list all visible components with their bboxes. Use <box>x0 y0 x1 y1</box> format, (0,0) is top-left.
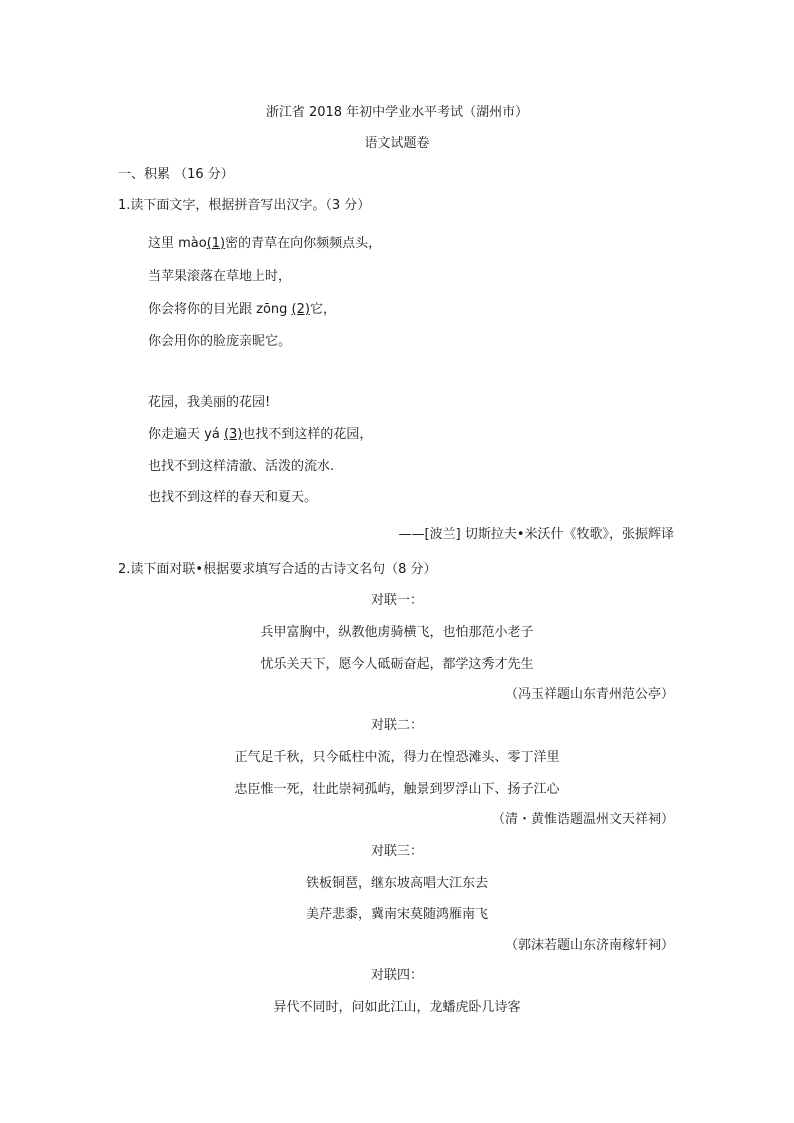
poem-line-2: 当苹果滚落在草地上时， <box>148 269 292 284</box>
couplet-2-label: 对联二： <box>370 718 423 733</box>
couplet-4-line-1: 异代不同时，问如此江山，龙蟠虎卧几诗客 <box>273 1000 521 1015</box>
poem-line-6 <box>148 426 372 444</box>
couplet-2-line-1: 正气足千秋，只今砥柱中流，得力在惶恐滩头、零丁洋里 <box>234 750 560 765</box>
blank-3: (3) <box>223 427 243 442</box>
couplet-1-line-2: 忧乐关天下，愿今人砥砺奋起，都学这秀才先生 <box>260 657 534 672</box>
poem-line-3 <box>148 301 336 319</box>
poem-line-4: 你会用你的脸庞亲昵它。 <box>148 334 292 349</box>
couplet-3-source: （郭沫若题山东济南稼轩祠） <box>504 938 674 953</box>
couplet-3-line-2: 美芹悲黍，冀南宋莫随鸿雁南飞 <box>305 907 488 922</box>
couplet-1-line-1: 兵甲富胸中，纵教他虏骑横飞，也怕那范小老子 <box>260 625 534 640</box>
poem-line-5: 花园，我美丽的花园! <box>148 395 271 410</box>
poem-line-1-pre: 这里 mào <box>148 236 207 251</box>
couplet-1-source: （冯玉祥题山东青州范公亭） <box>504 687 674 702</box>
couplet-3-label: 对联三： <box>370 844 423 859</box>
couplet-4-label: 对联四： <box>370 968 423 983</box>
poem-line-7: 也找不到这样清澈、活泼的流水. <box>148 459 335 474</box>
poem-attribution: ——[波兰] 切斯拉夫•米沃什《牧歌》，张振辉译 <box>398 527 674 542</box>
poem-line-3-pre: 你会将你的目光跟 zōng <box>148 302 292 317</box>
exam-subtitle: 语文试题卷 <box>364 136 430 151</box>
blank-1: (1) <box>206 236 226 251</box>
couplet-2-source: （清・黄惟诰题温州文天祥祠） <box>491 812 674 827</box>
couplet-2-line-2: 忠臣惟一死，壮此崇祠孤屿，触景到罗浮山下、扬子江心 <box>234 782 560 797</box>
poem-line-6-post: 也找不到这样的花园， <box>242 427 373 442</box>
poem-line-3-post: 它， <box>309 302 336 317</box>
question-2-prompt: 2.读下面对联•根据要求填写合适的古诗文名句（8 分） <box>118 562 437 577</box>
poem-line-8: 也找不到这样的春天和夏天。 <box>148 490 318 505</box>
poem-line-6-pre: 你走遍天 yá <box>148 427 224 442</box>
exam-title: 浙江省 2018 年初中学业水平考试（湖州市） <box>265 105 529 120</box>
couplet-1-label: 对联一： <box>370 593 423 608</box>
section-heading: 一、积累 （16 分） <box>118 167 234 182</box>
poem-line-1 <box>148 235 381 253</box>
poem-line-1-post: 密的青草在向你频频点头， <box>225 236 382 251</box>
question-1-prompt: 1.读下面文字，根据拼音写出汉字。（3 分） <box>118 198 371 213</box>
couplet-3-line-1: 铁板铜琶，继东坡高唱大江东去 <box>305 876 488 891</box>
blank-2: (2) <box>291 302 310 317</box>
